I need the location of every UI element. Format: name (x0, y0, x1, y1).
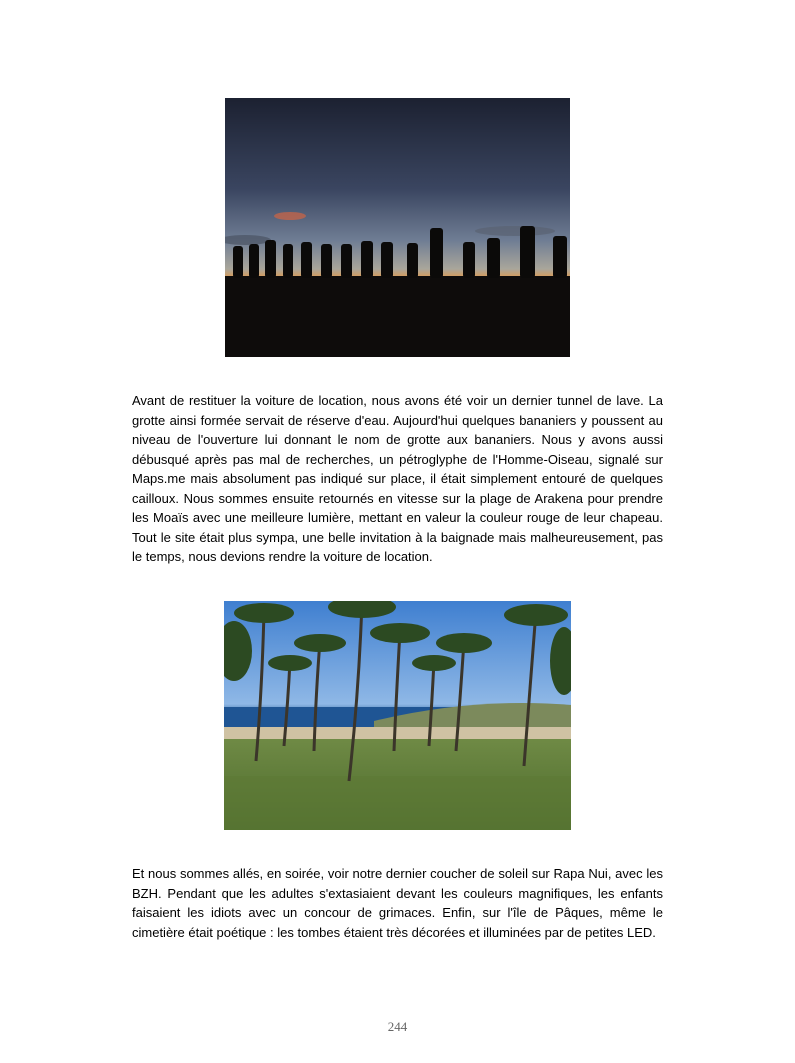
page-number: 244 (387, 1019, 408, 1034)
paragraph-1: Avant de restituer la voiture de location, nous avons été voir un dernier tunnel de lave. La grotte ainsi formée servait de réserve d'eau. Aujourd'hui quelques bananiers y poussent au niveau de l'ouverture lui donnant le nom de grotte aux bananiers. Nous y avons aussi débusqué après pas mal de recherches, un pétroglyphe de l'Homme-Oiseau, signalé sur Maps.me mais absolument pas indiqué sur place, il était simplement entouré de quelques cailloux. Nous sommes ensuite retournés en vitesse sur la plage de Arakena pour prendre les Moaïs avec une meilleure lumière, mettant en valeur la couleur rouge de leur chapeau. Tout le site était plus sympa, une belle invitation à la baignade mais malheureusement, pas le temps, nous devions rendre la voiture de location. (132, 393, 663, 564)
palm-beach-photo (224, 601, 571, 830)
moai-sunset-photo (225, 98, 570, 357)
paragraph-2: Et nous sommes allés, en soirée, voir notre dernier coucher de soleil sur Rapa Nui, avec les BZH. Pendant que les adultes s'extasiaient devant les couleurs magnifiques, les enfants faisaient les idiots avec un concour de grimaces. Enfin, sur l'île de Pâques, même le cimetière était poétique : les tombes étaient très décorées et illuminées par de petites LED. (132, 866, 663, 940)
